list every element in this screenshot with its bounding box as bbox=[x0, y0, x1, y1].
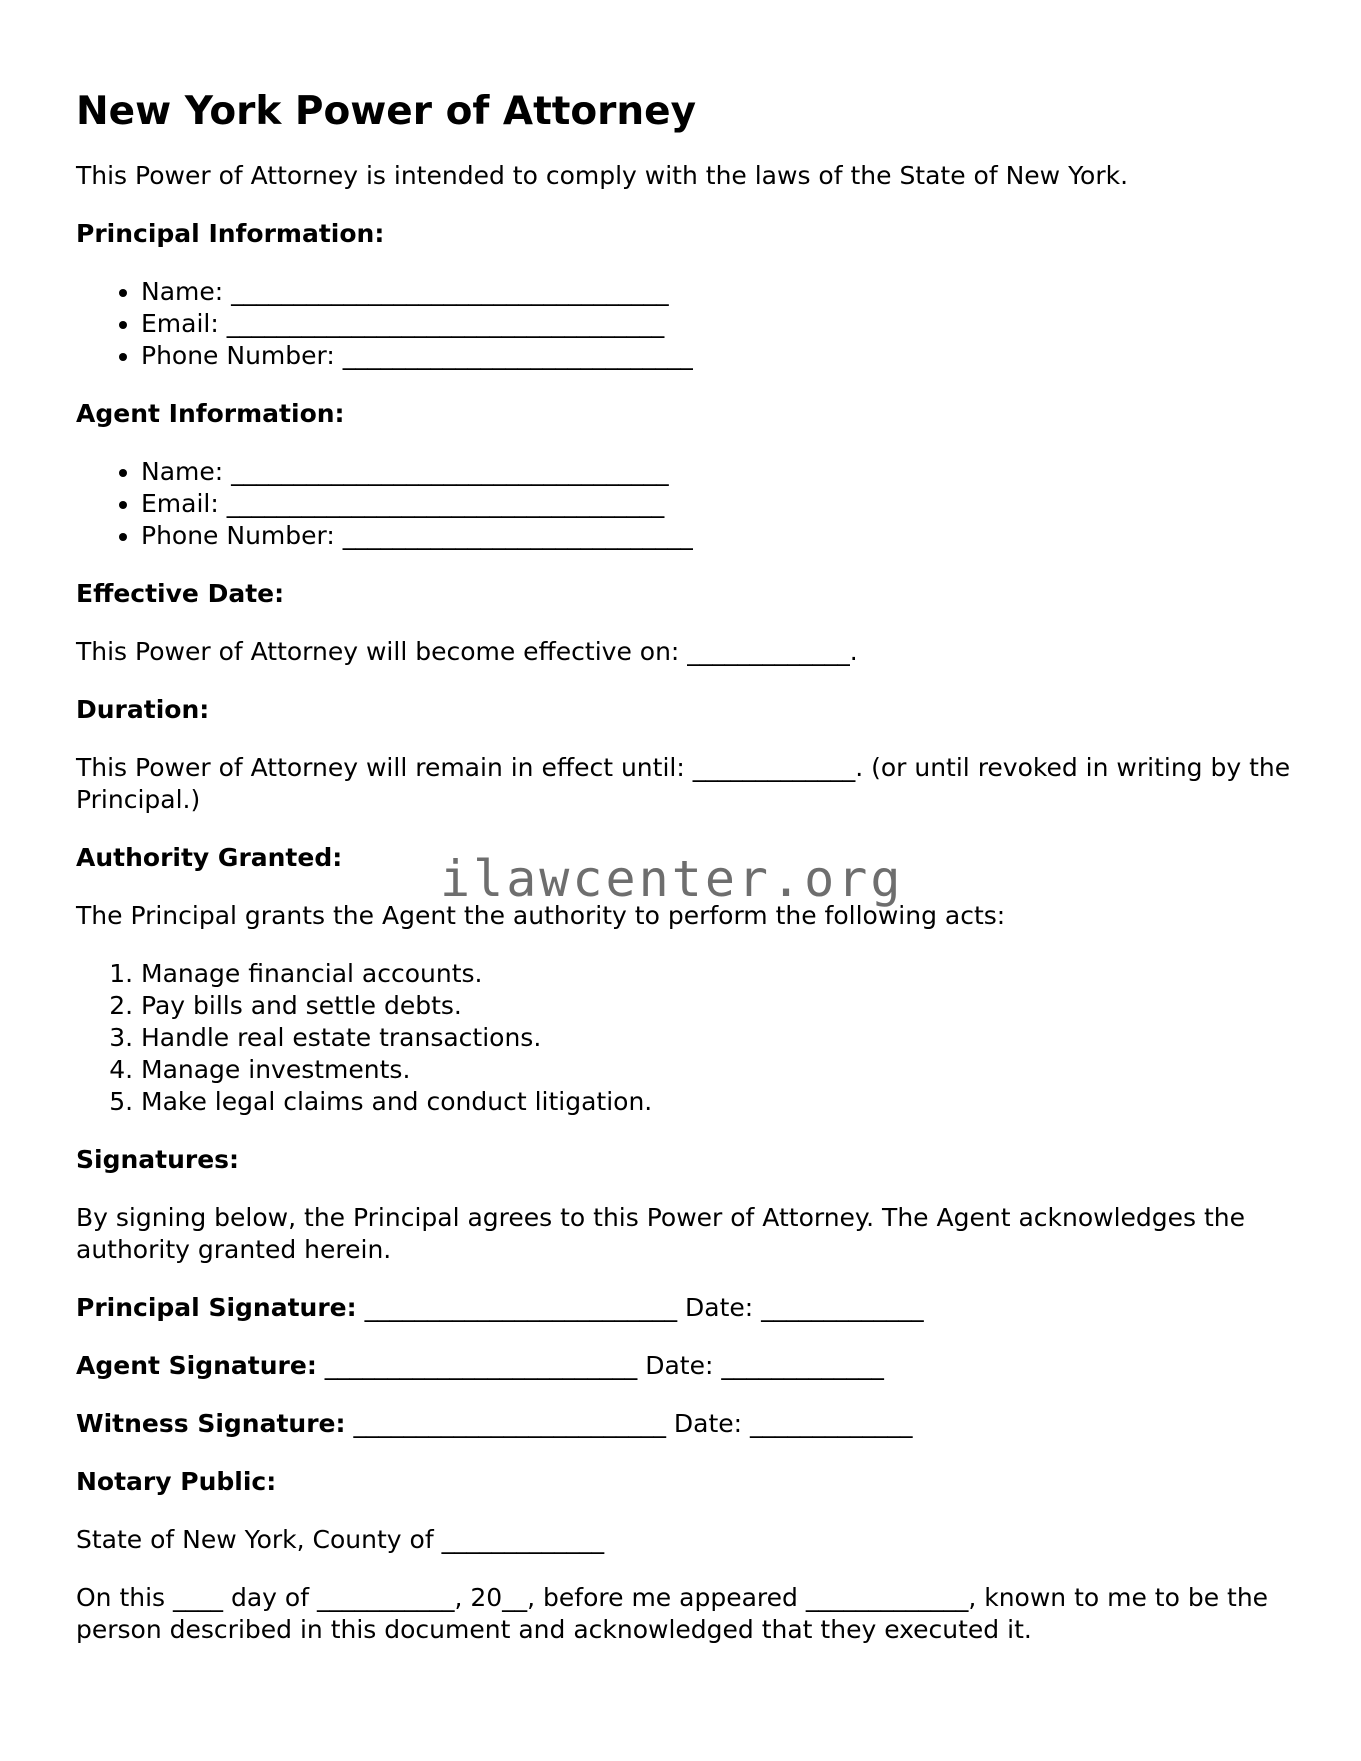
notary-county: State of New York, County of _____________ bbox=[76, 1525, 605, 1554]
agent-email-field: • Email: ___________________________________ bbox=[141, 488, 1296, 520]
agent-signature-blanks: _________________________ Date: _____________ bbox=[324, 1351, 884, 1380]
authority-heading: Authority Granted: bbox=[76, 843, 343, 872]
witness-signature-blanks: _________________________ Date: _____________ bbox=[353, 1409, 913, 1438]
signatures-heading: Signatures: bbox=[76, 1145, 240, 1174]
agent-name-field: • Name: ___________________________________ bbox=[141, 456, 1296, 488]
authority-act: 4. Manage investments. bbox=[141, 1054, 1296, 1086]
witness-signature-label: Witness Signature: bbox=[76, 1409, 346, 1438]
principal-heading: Principal Information: bbox=[76, 219, 385, 248]
witness-signature-line bbox=[76, 1408, 1296, 1440]
effective-date-heading: Effective Date: bbox=[76, 579, 285, 608]
agent-signature-line bbox=[76, 1350, 1296, 1382]
principal-email-field: • Email: ___________________________________ bbox=[141, 308, 1296, 340]
notary-heading: Notary Public: bbox=[76, 1467, 277, 1496]
principal-signature-line bbox=[76, 1292, 1296, 1324]
watermark: ilawcenter.org bbox=[440, 850, 904, 908]
agent-fields bbox=[76, 456, 1296, 552]
authority-intro: The Principal grants the Agent the authority to perform the following acts: bbox=[76, 901, 1006, 930]
duration-heading: Duration: bbox=[76, 695, 210, 724]
principal-phone-field: • Phone Number: ____________________________ bbox=[141, 340, 1296, 372]
agent-phone-field: • Phone Number: ____________________________ bbox=[141, 520, 1296, 552]
principal-fields bbox=[76, 276, 1296, 372]
agent-heading: Agent Information: bbox=[76, 399, 345, 428]
authority-act: 3. Handle real estate transactions. bbox=[141, 1022, 1296, 1054]
authority-act: 1. Manage financial accounts. bbox=[141, 958, 1296, 990]
principal-name-field: • Name: ___________________________________ bbox=[141, 276, 1296, 308]
document-title: New York Power of Attorney bbox=[76, 89, 697, 134]
duration-text: This Power of Attorney will remain in effect until: _____________. (or until revoked in writing by the Principal.) bbox=[76, 753, 1291, 814]
authority-acts-list bbox=[76, 958, 1296, 1118]
intro-text: This Power of Attorney is intended to comply with the laws of the State of New York. bbox=[76, 161, 1129, 190]
effective-date-text: This Power of Attorney will become effective on: _____________. bbox=[76, 637, 858, 666]
principal-signature-blanks: _________________________ Date: _____________ bbox=[364, 1293, 924, 1322]
notary-statement: On this ____ day of ___________, 20__, before me appeared _____________, known to me to be the person described in this document and acknowledged that they executed it. bbox=[76, 1583, 1269, 1644]
agent-signature-label: Agent Signature: bbox=[76, 1351, 317, 1380]
authority-act: 2. Pay bills and settle debts. bbox=[141, 990, 1296, 1022]
authority-act: 5. Make legal claims and conduct litigation. bbox=[141, 1086, 1296, 1118]
principal-signature-label: Principal Signature: bbox=[76, 1293, 357, 1322]
signatures-text: By signing below, the Principal agrees to this Power of Attorney. The Agent acknowledges the authority granted herein. bbox=[76, 1203, 1246, 1264]
